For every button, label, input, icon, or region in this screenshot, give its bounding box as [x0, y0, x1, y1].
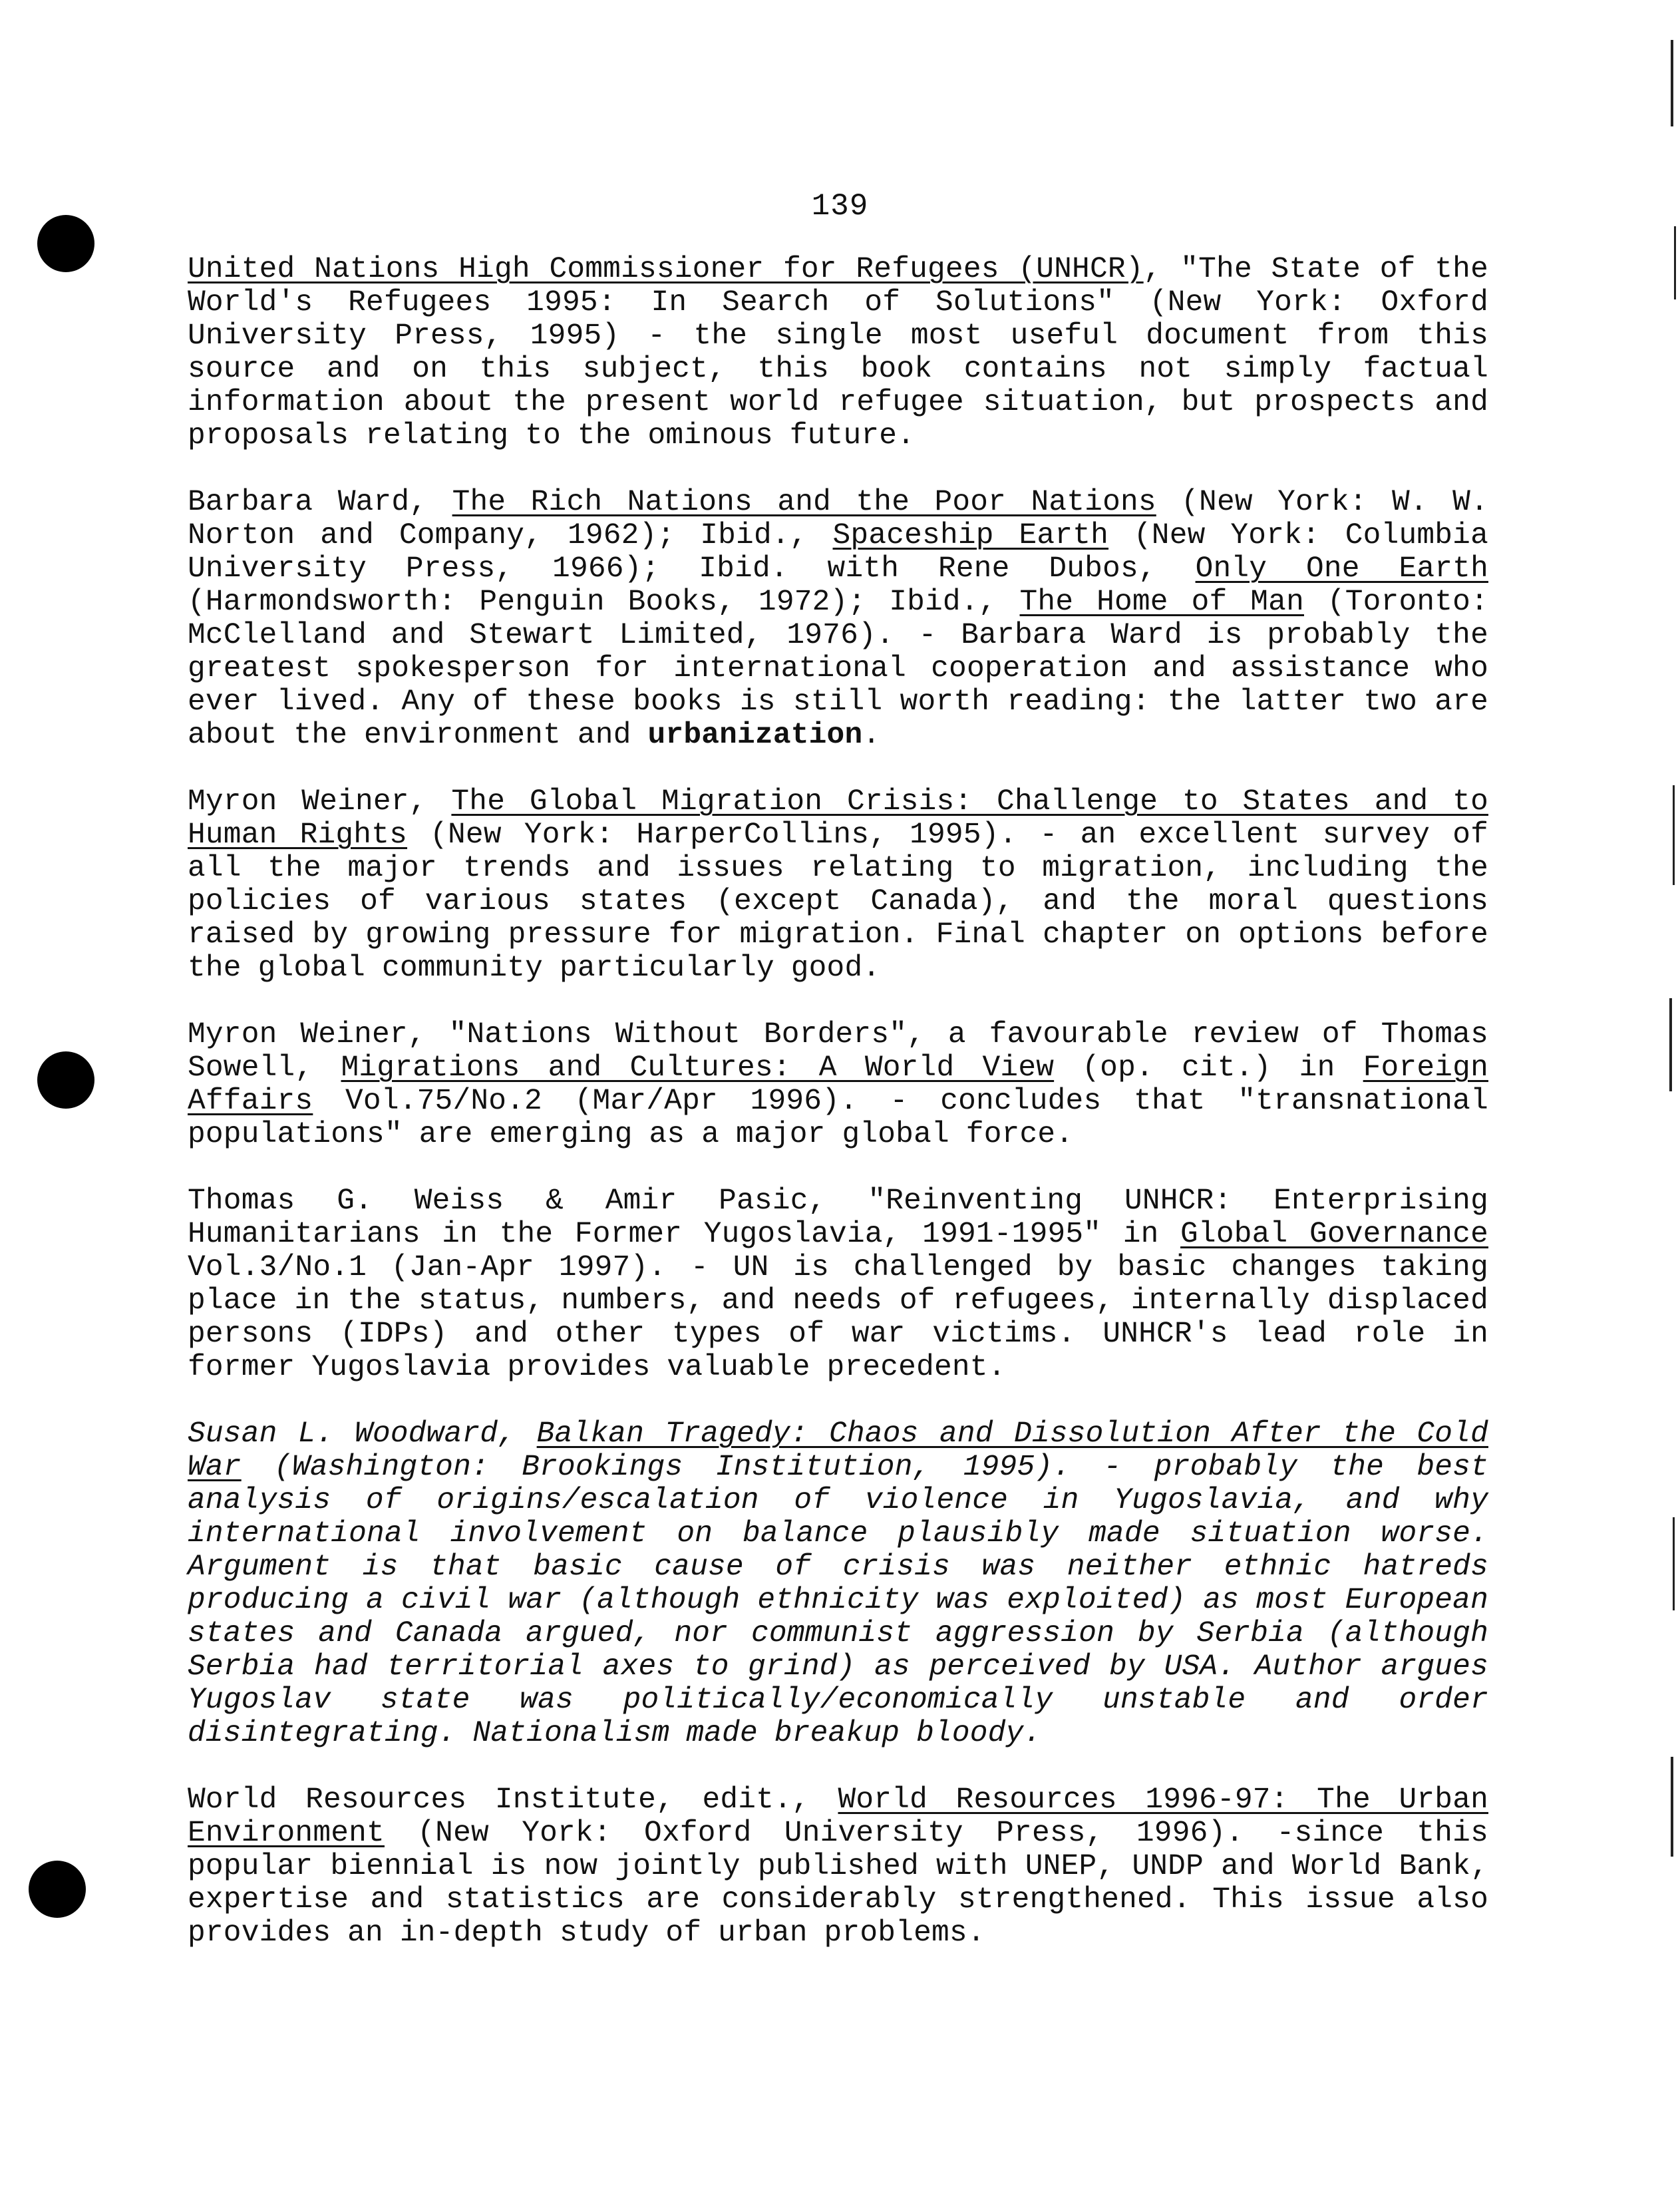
entry-text: (New York: Columbia University Press, 1966); Ibid. with Rene Dubos, — [188, 519, 1488, 586]
entry-text: , "The State of the World's Refugees 1995: In Search of Solutions" (New York: Oxford University Press, 1995) - the single most useful document from this source and on this subject, this book contains not simply factual information about the present world refugee situation, but prospects and proposals relating to the ominous future. — [188, 253, 1488, 453]
scan-edge-mark — [1669, 998, 1672, 1091]
entry-text: Myron Weiner, "Nations Without Borders", a favourable review of Thomas Sowell, — [188, 1018, 1488, 1085]
bibliography-entry-weiner-crisis — [188, 785, 1488, 985]
bibliography-entry-woodward — [188, 1417, 1488, 1750]
entry-text: (op. cit.) in — [1054, 1051, 1363, 1085]
entry-text: Myron Weiner, — [188, 785, 452, 819]
entry-text: (Harmondsworth: Penguin Books, 1972); Ibid., — [188, 586, 1020, 619]
entry-text: (Washington: Brookings Institution, 1995). - probably the best analysis of origins/escalation of violence in Yugoslavia, and why international involvement on balance plausibly made situation worse. Argument is that basic cause of crisis was neither ethnic hatreds producing a civil war (although ethnicity was exploited) as most European states and Canada argued, nor communist aggression by Serbia (although Serbia had territorial axes to grind) as perceived by USA. Author argues Yugoslav state was politically/economically unstable and order disintegrating. Nationalism made breakup bloody. — [188, 1451, 1488, 1750]
bibliography-entry-ward — [188, 486, 1488, 752]
cited-title: Spaceship Earth — [832, 519, 1109, 552]
entry-text: Vol.75/No.2 (Mar/Apr 1996). - concludes that "transnational populations" are emerging as a major global force. — [188, 1085, 1488, 1151]
punch-hole — [37, 1051, 94, 1109]
entry-text: (New York: W. W. Norton and Company, 1962); Ibid., — [188, 486, 1488, 552]
entry-text: (New York: Oxford University Press, 1996). -since this popular biennial is now jointly published with UNEP, UNDP and World Bank, expertise and statistics are considerably strengthened. This issue also provides an in-depth study of urban problems. — [188, 1817, 1488, 1950]
entry-text: (New York: HarperCollins, 1995). - an excellent survey of all the major trends and issues relating to migration, including the policies of various states (except Canada), and the moral questions raised by growing pressure for migration. Final chapter on options before the global community particularly good. — [188, 819, 1489, 985]
bibliography-list — [188, 253, 1488, 1983]
bibliography-entry-unhcr — [188, 253, 1488, 453]
bibliography-entry-wri — [188, 1783, 1488, 1950]
cited-title: The Global Migration Crisis: Challenge to States and to Human Rights — [188, 785, 1488, 852]
scan-edge-mark — [1671, 40, 1673, 126]
cited-title: Global Governance — [1180, 1218, 1489, 1251]
entry-text: Susan L. Woodward, — [188, 1417, 537, 1451]
cited-title: Foreign Affairs — [188, 1051, 1488, 1118]
entry-text: Barbara Ward, — [188, 486, 452, 519]
cited-title: The Rich Nations and the Poor Nations — [452, 486, 1156, 519]
cited-title: The Home of Man — [1019, 586, 1304, 619]
punch-hole — [29, 1861, 86, 1918]
cited-title: Only One Earth — [1195, 552, 1488, 586]
scan-edge-mark — [1673, 785, 1675, 885]
bibliography-entry-weiner-borders — [188, 1018, 1488, 1151]
page-number: 139 — [811, 189, 869, 224]
scan-edge-mark — [1673, 1517, 1675, 1610]
entry-text: (Toronto: McClelland and Stewart Limited, 1976). - Barbara Ward is probably the greatest spokesperson for international cooperation and assistance who ever lived. Any of these books is still worth reading: the latter two are about the environment and — [188, 586, 1488, 752]
entry-text: Thomas G. Weiss & Amir Pasic, "Reinventing UNHCR: Enterprising Humanitarians in the Former Yugoslavia, 1991-1995" in — [188, 1185, 1488, 1251]
cited-title: Migrations and Cultures: A World View — [341, 1051, 1055, 1085]
scan-edge-mark — [1671, 1757, 1673, 1857]
scan-edge-mark — [1674, 226, 1676, 299]
bibliography-entry-weiss-pasic — [188, 1185, 1488, 1384]
entry-text: Vol.3/No.1 (Jan-Apr 1997). - UN is challenged by basic changes taking place in the status, numbers, and needs of refugees, internally displaced persons (IDPs) and other types of war victims. UNHCR's lead role in former Yugoslavia provides valuable precedent. — [188, 1251, 1488, 1384]
entry-text: . — [862, 719, 881, 752]
cited-title: Balkan Tragedy: Chaos and Dissolution After the Cold War — [188, 1417, 1488, 1484]
entry-text: World Resources Institute, edit., — [188, 1783, 838, 1817]
cited-title: United Nations High Commissioner for Refugees (UNHCR) — [188, 253, 1144, 286]
emphasized-term: urbanization — [647, 719, 863, 752]
cited-title: World Resources 1996-97: The Urban Environment — [188, 1783, 1488, 1850]
